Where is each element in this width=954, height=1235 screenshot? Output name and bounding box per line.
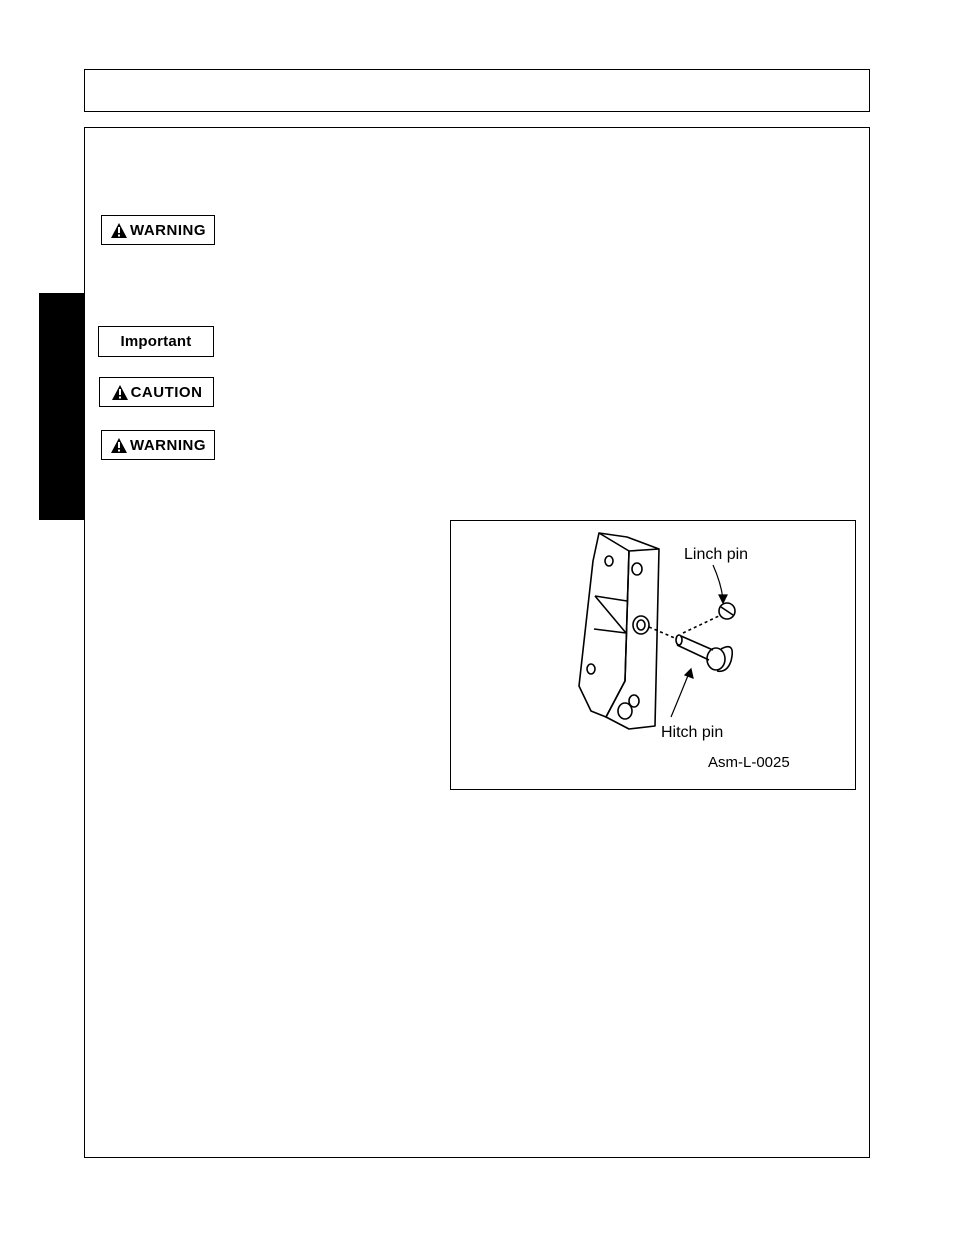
caution-label [99,377,214,407]
caution-label-text: CAUTION [130,383,203,401]
important-label-text: Important [120,333,192,350]
warning-triangle-icon [110,437,128,454]
page-header-box [84,69,870,112]
warning-label [101,215,215,245]
hitch-bracket-illustration [451,521,854,788]
warning-label-text: WARNING [130,436,206,454]
warning-label [101,430,215,460]
section-side-tab [39,293,85,520]
hitch-pin-figure [450,520,856,790]
linch-pin-label: Linch pin [684,546,749,563]
warning-label-text: WARNING [130,221,206,239]
hitch-pin-label: Hitch pin [661,724,724,741]
figure-code: Asm-L-0025 [708,754,790,771]
important-label [98,326,214,357]
warning-triangle-icon [110,222,128,239]
caution-triangle-icon [111,384,129,401]
